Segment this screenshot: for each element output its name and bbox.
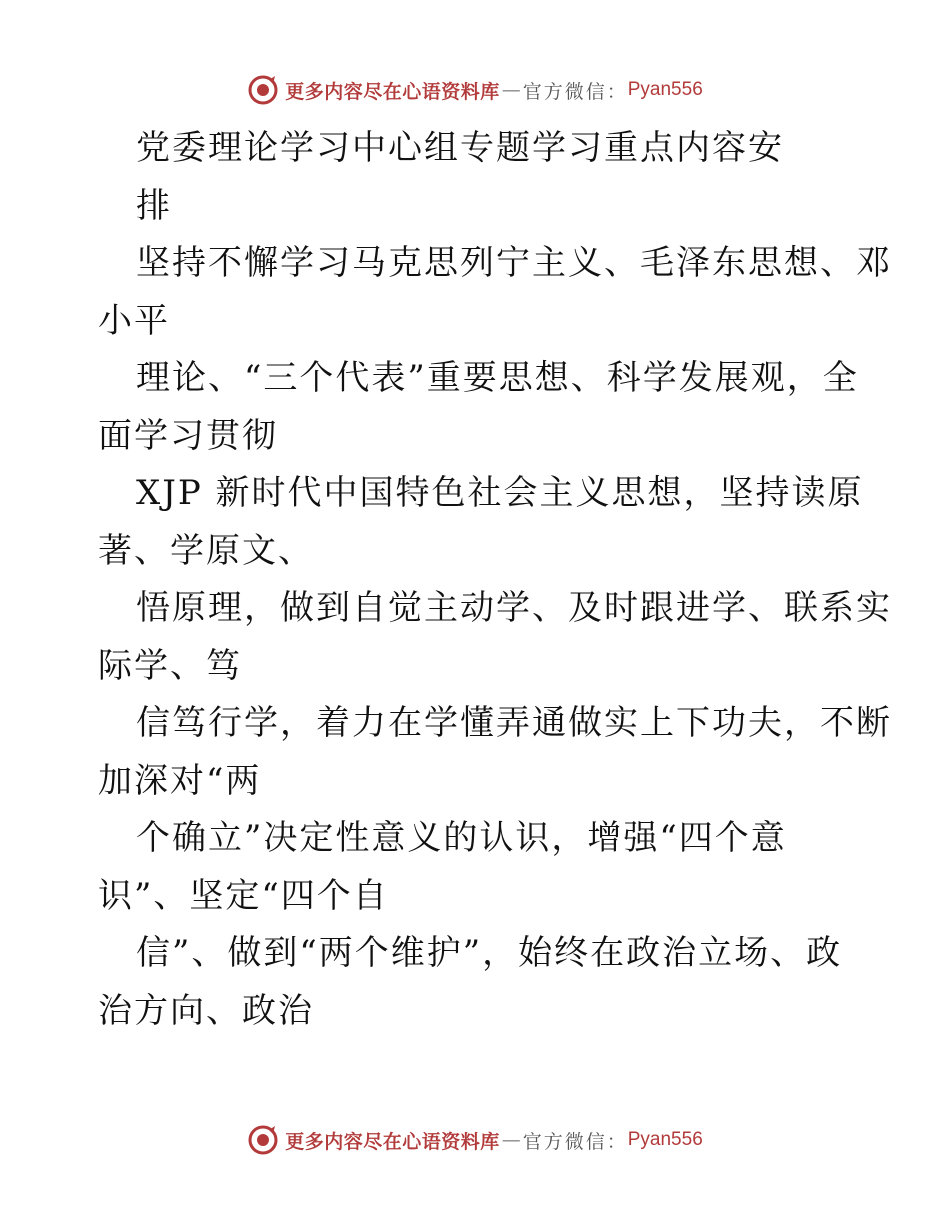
- doc-line: 悟原理，做到自觉主动学、及时跟进学、联系实: [136, 588, 892, 628]
- doc-line: 际学、笃: [98, 645, 242, 686]
- doc-line: 理论、“三个代表”重要思想、科学发展观，全: [136, 358, 859, 398]
- watermark-site-text: 更多内容尽在心语资料库: [285, 80, 500, 103]
- brand-logo-icon: [247, 74, 279, 106]
- doc-line: 小平: [98, 300, 170, 341]
- document-body: [98, 120, 892, 1040]
- doc-line: XJP 新时代中国特色社会主义思想，坚持读原: [136, 473, 864, 513]
- doc-line: 著、学原文、: [98, 530, 314, 571]
- doc-line: 坚持不懈学习马克思列宁主义、毛泽东思想、邓: [136, 243, 892, 283]
- watermark-wechat-id: Pyan556: [627, 1129, 703, 1150]
- doc-line: 识”、坚定“四个自: [98, 875, 389, 916]
- doc-line: 加深对“两: [98, 760, 262, 801]
- watermark-separator: —: [501, 1129, 521, 1151]
- header-watermark: [0, 70, 950, 110]
- watermark-wechat-id: Pyan556: [627, 79, 703, 100]
- doc-line: 治方向、政治: [98, 990, 314, 1031]
- doc-line: 排: [136, 185, 172, 226]
- doc-line: 信”、做到“两个维护”，始终在政治立场、政: [136, 933, 843, 973]
- footer-watermark: [0, 1120, 950, 1160]
- brand-logo-icon: [247, 1124, 279, 1156]
- watermark-site-text: 更多内容尽在心语资料库: [285, 1130, 500, 1153]
- watermark-official-label: 官方微信：: [522, 80, 628, 103]
- doc-line: 党委理论学习中心组专题学习重点内容安: [136, 128, 784, 168]
- doc-line: 面学习贯彻: [98, 415, 278, 456]
- watermark-separator: —: [501, 79, 521, 101]
- doc-line: 信笃行学，着力在学懂弄通做实上下功夫，不断: [136, 703, 892, 743]
- watermark-official-label: 官方微信：: [522, 1130, 628, 1153]
- doc-line: 个确立”决定性意义的认识，增强“四个意: [136, 818, 787, 858]
